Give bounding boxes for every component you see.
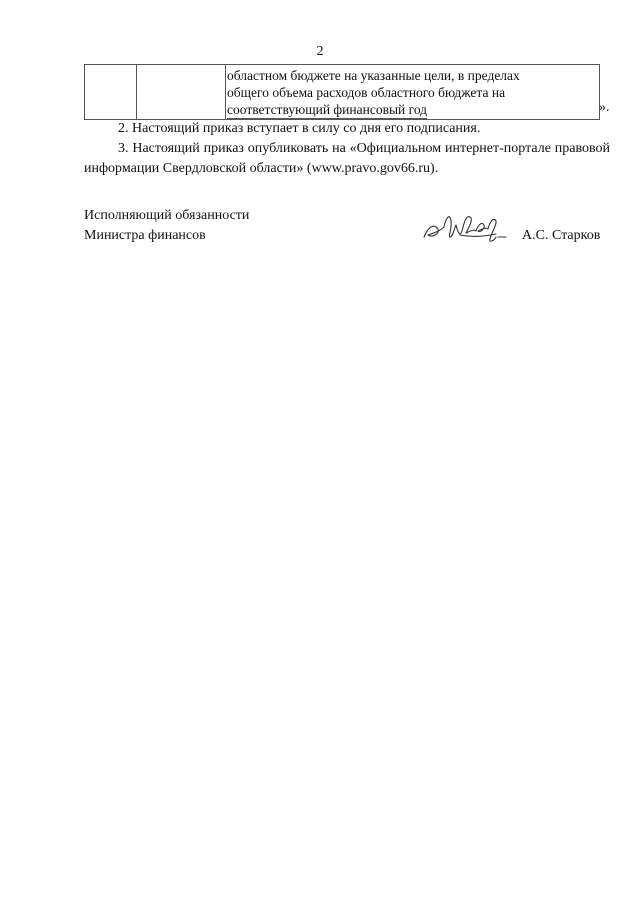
signatory-position — [84, 206, 249, 246]
paragraph-3: 3. Настоящий приказ опубликовать на «Официальном интернет-портале правовой информации Свердловской области» (www.pravo.gov66.ru). — [84, 141, 610, 176]
handwritten-signature-icon — [420, 207, 508, 245]
page-number: 2 — [316, 44, 324, 59]
table-cell-text — [227, 67, 595, 119]
closing-quote: ». — [599, 100, 610, 115]
signatory-position-line: Министра финансов — [84, 228, 206, 243]
table-column-divider — [225, 65, 226, 119]
signatory-name: А.С. Старков — [522, 228, 601, 243]
signatory-position-line: Исполняющий обязанности — [84, 208, 250, 223]
paragraph-2: 2. Настоящий приказ вступает в силу со дня его подписания. — [118, 121, 481, 136]
table-cell-line: областном бюджете на указанные цели, в пределах — [227, 68, 520, 83]
table-column-divider — [136, 65, 137, 119]
table-cell-line: общего объема расходов областного бюджета на — [227, 85, 506, 100]
table-cell-line: соответствующий финансовый год — [227, 102, 428, 117]
table-continuation — [84, 64, 600, 120]
